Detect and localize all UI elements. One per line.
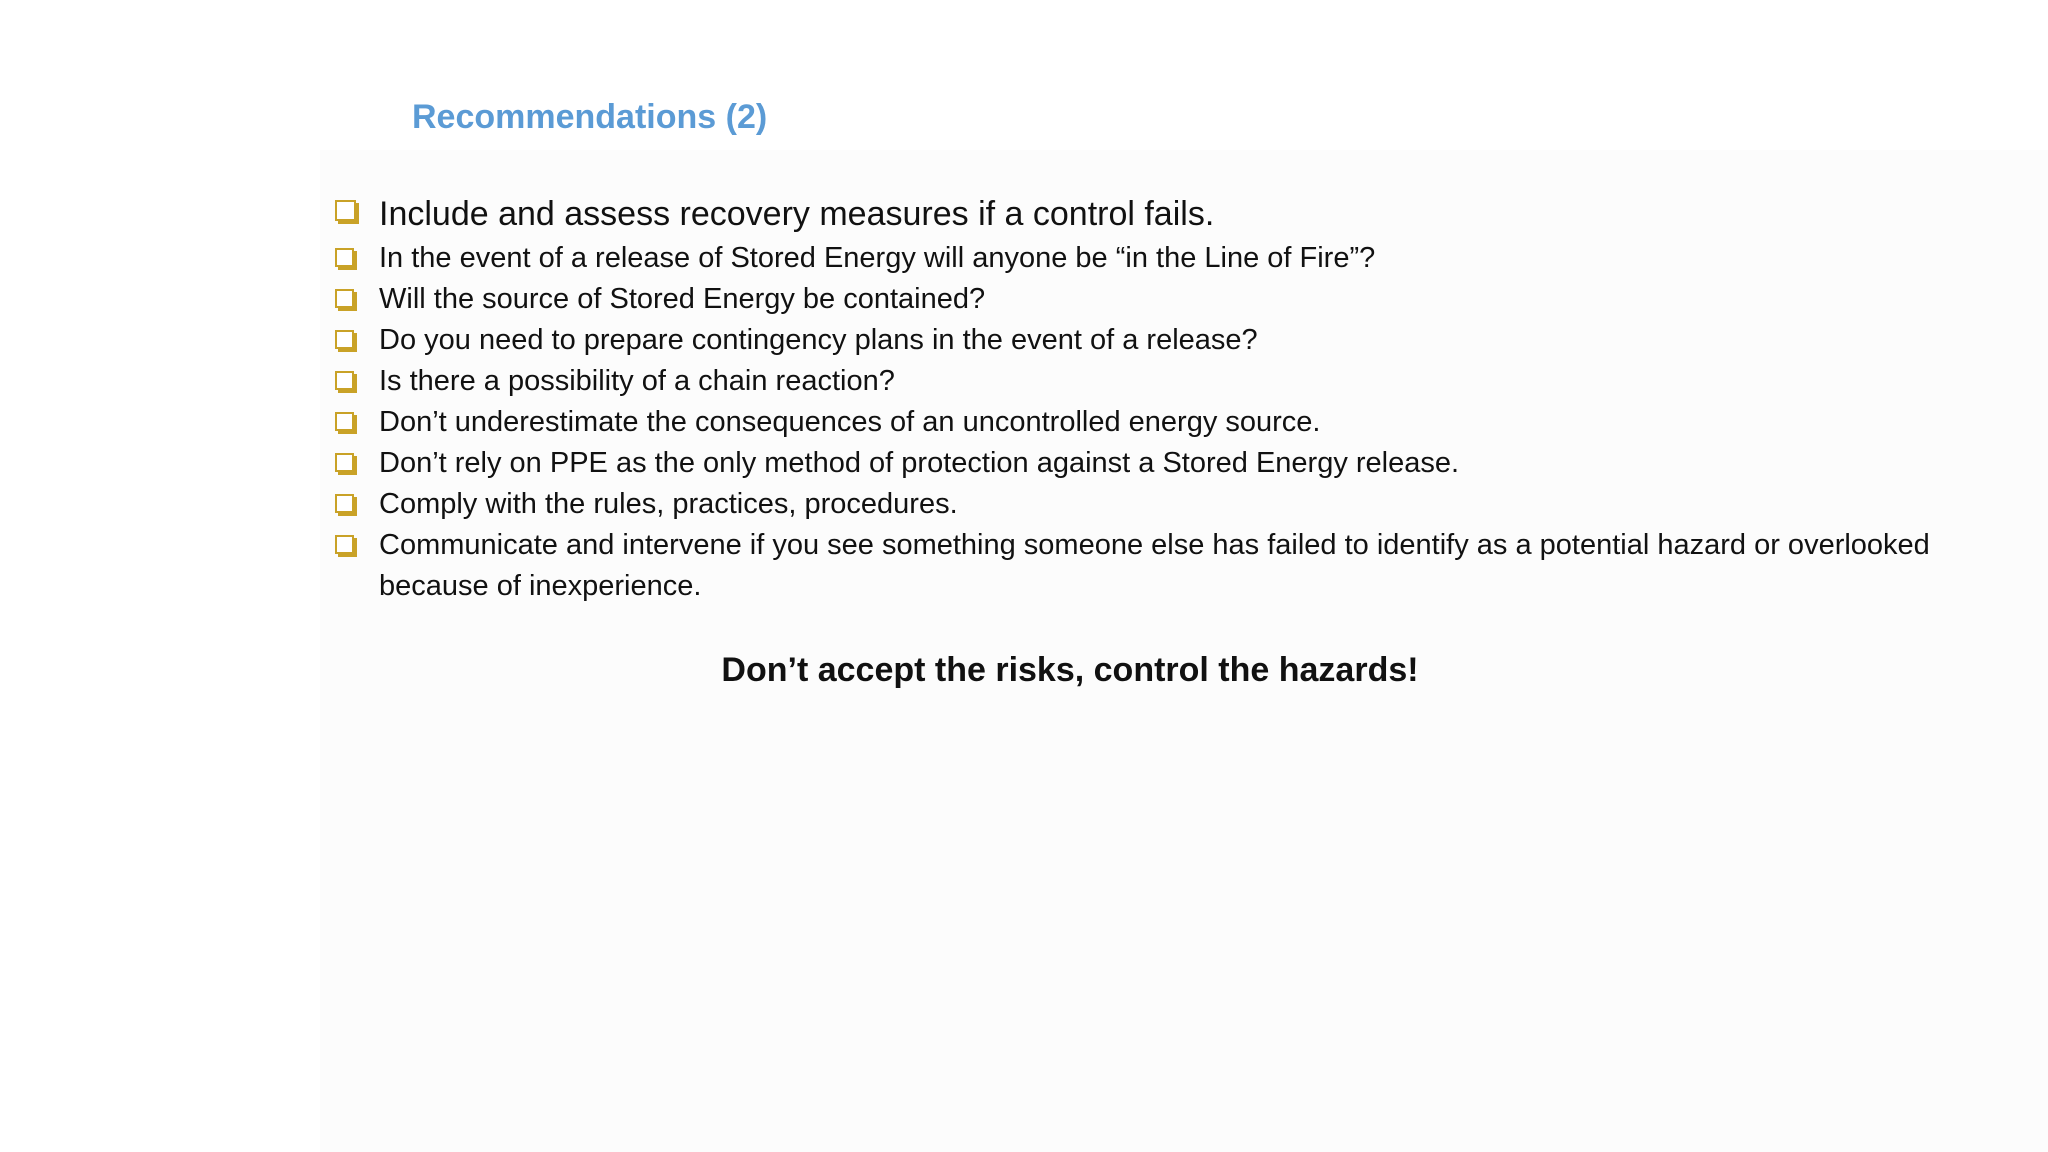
list-item-text: Comply with the rules, practices, procedures. bbox=[379, 488, 958, 520]
list-item bbox=[330, 402, 2010, 443]
list-item bbox=[330, 525, 2010, 607]
list-item bbox=[330, 361, 2010, 402]
list-item-text: In the event of a release of Stored Energy will anyone be “in the Line of Fire”? bbox=[379, 242, 1376, 274]
checkbox-square-icon bbox=[335, 535, 354, 554]
list-item-text: Include and assess recovery measures if a control fails. bbox=[379, 195, 1215, 233]
recommendations-list bbox=[330, 190, 2010, 607]
list-item bbox=[330, 279, 2010, 320]
closing-statement: Don’t accept the risks, control the hazards! bbox=[721, 651, 1419, 689]
checkbox-square-icon bbox=[335, 248, 354, 267]
list-item bbox=[330, 484, 2010, 525]
list-item-text: Don’t rely on PPE as the only method of protection against a Stored Energy release. bbox=[379, 447, 1460, 479]
checkbox-square-icon bbox=[335, 371, 354, 390]
list-item bbox=[330, 190, 2010, 238]
list-item bbox=[330, 320, 2010, 361]
list-item-text: Is there a possibility of a chain reaction? bbox=[379, 365, 895, 397]
list-item-text: Communicate and intervene if you see something someone else has failed to identify as a potential hazard or overlooked because of inexperience. bbox=[379, 529, 1930, 602]
list-item-text: Do you need to prepare contingency plans in the event of a release? bbox=[379, 324, 1258, 356]
list-item bbox=[330, 443, 2010, 484]
list-item bbox=[330, 238, 2010, 279]
checkbox-square-icon bbox=[335, 494, 354, 513]
list-item-text: Will the source of Stored Energy be contained? bbox=[379, 283, 986, 315]
slide-title: Recommendations (2) bbox=[412, 98, 768, 136]
checkbox-square-icon bbox=[335, 200, 356, 221]
list-item-text: Don’t underestimate the consequences of an uncontrolled energy source. bbox=[379, 406, 1321, 438]
checkbox-square-icon bbox=[335, 330, 354, 349]
checkbox-square-icon bbox=[335, 412, 354, 431]
checkbox-square-icon bbox=[335, 289, 354, 308]
checkbox-square-icon bbox=[335, 453, 354, 472]
